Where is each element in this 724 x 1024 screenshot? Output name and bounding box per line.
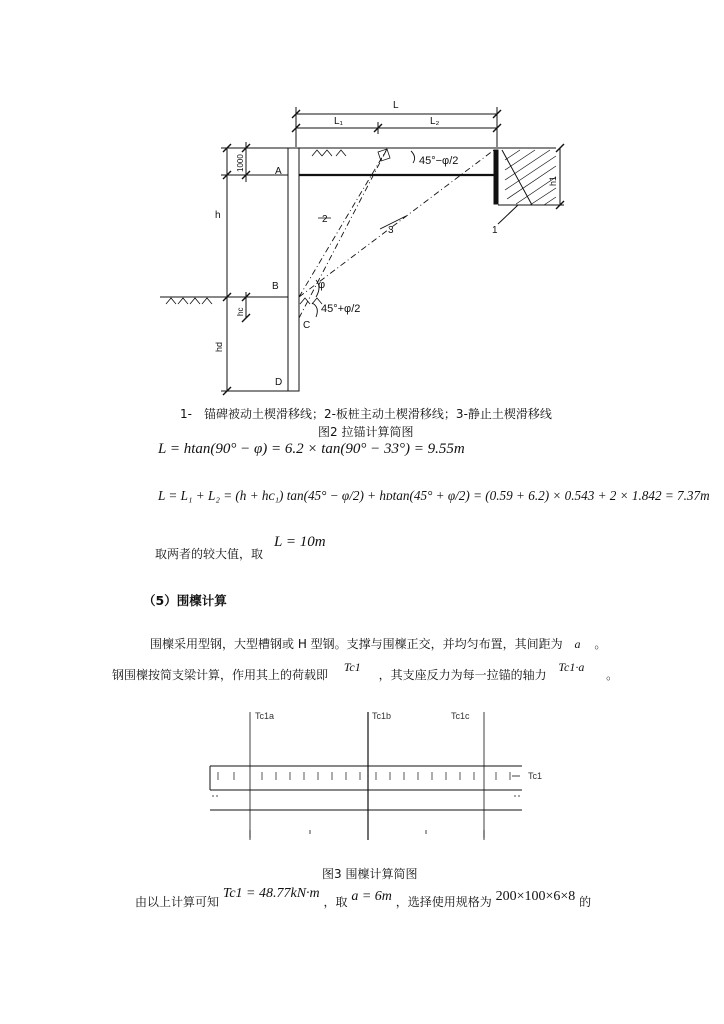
figure2-legend: 1- 锚碑被动土楔滑移线；2-板桩主动土楔滑移线；3-静止土楔滑移线 [180, 407, 552, 421]
final-choose: ，选择使用规格为 [395, 895, 492, 909]
label-angle-top: 45°−φ/2 [419, 155, 459, 167]
paragraph-2-text: 钢围檁按简支梁计算，作用其上的荷载即 [112, 668, 329, 682]
label-A: A [275, 166, 282, 177]
final-take: ，取 [323, 895, 348, 909]
label-h: h [215, 210, 221, 221]
figure3-caption: 图3 围檁计算简图 [322, 867, 418, 881]
anchor-calculation-diagram [0, 0, 724, 400]
paragraph-line-2 [112, 660, 619, 683]
equation-2: L = L₁ + L₂ = (h + hᴄ₁) tan(45° − φ/2) + hᴅtan(45° + φ/2) = (0.59 + 6.2) × 0.543 + 2 × 1.842 = 7.37m [158, 488, 710, 503]
label-L1: L₁ [334, 116, 343, 127]
label-tc1-load: Tc1 [528, 771, 543, 781]
label-tc1c: Tc1c [451, 711, 470, 721]
label-tc1b: Tc1b [372, 711, 392, 721]
final-a: a = 6m [351, 889, 392, 904]
section-heading: （5）围檁计算 [143, 593, 227, 608]
label-h1: h1 [548, 175, 558, 186]
label-tc1a: Tc1a [255, 711, 275, 721]
final-prefix: 由以上计算可知 [135, 895, 220, 909]
take-max-text: 取两者的较大值，取 [155, 547, 264, 561]
paragraph-1-end: 。 [594, 637, 607, 651]
label-L: L [393, 100, 399, 111]
label-C: C [303, 320, 311, 331]
var-tc1a: Tc1·a [558, 660, 585, 674]
label-angle-bottom: 45°+φ/2 [321, 303, 361, 315]
paragraph-2-end: 。 [606, 668, 619, 682]
equation-1: L = htan(90° − φ) = 6.2 × tan(90° − 33°) = 9.55m [158, 441, 465, 457]
label-hd: hd [214, 341, 224, 352]
label-L2: L₂ [430, 116, 440, 127]
label-line-3: 3 [388, 225, 394, 236]
var-a: a [574, 637, 581, 651]
label-line-2: 2 [322, 214, 328, 225]
paragraph-2-mid: ，其支座反力为每一拉锚的轴力 [378, 668, 547, 682]
equation-3: L = 10m [274, 534, 326, 550]
label-line-1: 1 [492, 225, 498, 236]
figure2-caption: 图2 拉锚计算简图 [318, 425, 414, 439]
label-phi: φ [318, 279, 326, 291]
final-line [135, 886, 592, 911]
paragraph-1-text: 围檁采用型钢，大型槽钢或 H 型钢。支撑与围檁正交，并均匀布置，其间距为 [150, 637, 563, 651]
label-hc: hc [236, 307, 245, 316]
label-1000: 1000 [236, 154, 245, 172]
final-spec: 200×100×6×8 [495, 889, 576, 904]
final-suffix: 的 [579, 895, 592, 909]
final-tc1: Tc1 = 48.77kN·m [222, 886, 320, 901]
label-D: D [275, 377, 283, 388]
paragraph-line-1 [150, 635, 606, 652]
waling-beam-diagram [0, 700, 724, 860]
label-B: B [272, 281, 279, 292]
var-tc1: Tc1 [343, 660, 361, 674]
